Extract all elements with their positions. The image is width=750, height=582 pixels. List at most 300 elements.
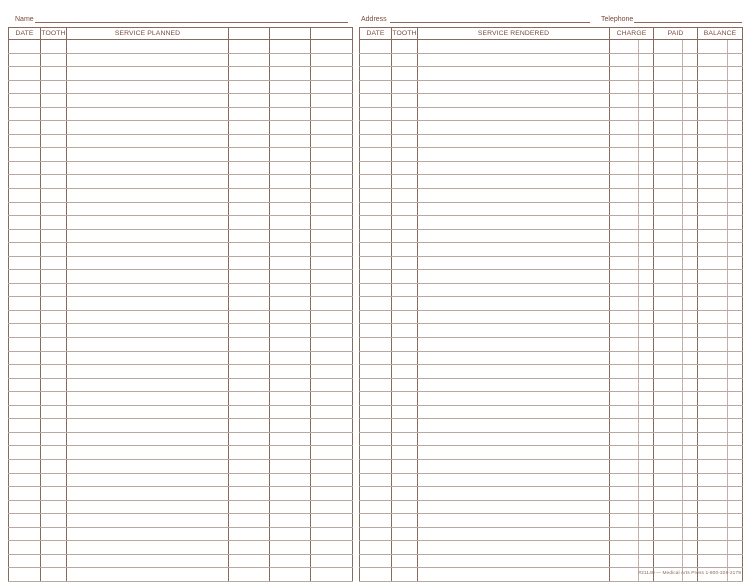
table-cell[interactable] (311, 256, 353, 270)
table-cell[interactable] (639, 216, 654, 230)
table-cell[interactable] (67, 161, 229, 175)
table-cell[interactable] (229, 189, 270, 203)
table-cell[interactable] (9, 216, 41, 230)
table-cell[interactable] (728, 541, 743, 555)
table-cell[interactable] (41, 459, 67, 473)
table-cell[interactable] (610, 487, 639, 501)
table-cell[interactable] (698, 121, 728, 135)
table-cell[interactable] (698, 527, 728, 541)
table-cell[interactable] (311, 53, 353, 67)
table-cell[interactable] (41, 338, 67, 352)
table-cell[interactable] (683, 161, 698, 175)
table-cell[interactable] (418, 351, 610, 365)
table-cell[interactable] (392, 324, 418, 338)
table-cell[interactable] (610, 324, 639, 338)
table-cell[interactable] (728, 527, 743, 541)
table-cell[interactable] (418, 500, 610, 514)
table-cell[interactable] (728, 67, 743, 81)
table-cell[interactable] (67, 53, 229, 67)
table-cell[interactable] (418, 487, 610, 501)
table-cell[interactable] (270, 568, 311, 582)
table-cell[interactable] (67, 568, 229, 582)
table-cell[interactable] (67, 527, 229, 541)
table-cell[interactable] (9, 202, 41, 216)
table-cell[interactable] (229, 216, 270, 230)
table-cell[interactable] (311, 189, 353, 203)
table-cell[interactable] (229, 229, 270, 243)
table-cell[interactable] (229, 378, 270, 392)
table-cell[interactable] (360, 67, 392, 81)
table-cell[interactable] (654, 527, 683, 541)
table-cell[interactable] (698, 243, 728, 257)
table-cell[interactable] (67, 554, 229, 568)
table-cell[interactable] (9, 94, 41, 108)
table-cell[interactable] (683, 405, 698, 419)
table-cell[interactable] (418, 283, 610, 297)
table-cell[interactable] (610, 297, 639, 311)
table-cell[interactable] (270, 80, 311, 94)
table-cell[interactable] (418, 365, 610, 379)
table-cell[interactable] (360, 270, 392, 284)
table-cell[interactable] (311, 175, 353, 189)
table-cell[interactable] (311, 473, 353, 487)
table-cell[interactable] (698, 338, 728, 352)
table-cell[interactable] (392, 189, 418, 203)
table-cell[interactable] (229, 392, 270, 406)
table-cell[interactable] (610, 554, 639, 568)
table-cell[interactable] (698, 473, 728, 487)
table-cell[interactable] (41, 229, 67, 243)
table-cell[interactable] (728, 392, 743, 406)
table-cell[interactable] (654, 148, 683, 162)
table-cell[interactable] (41, 189, 67, 203)
table-cell[interactable] (654, 40, 683, 54)
table-cell[interactable] (683, 310, 698, 324)
table-cell[interactable] (360, 121, 392, 135)
table-cell[interactable] (683, 107, 698, 121)
table-cell[interactable] (67, 283, 229, 297)
table-cell[interactable] (698, 459, 728, 473)
table-cell[interactable] (639, 419, 654, 433)
table-cell[interactable] (654, 189, 683, 203)
table-cell[interactable] (392, 473, 418, 487)
table-cell[interactable] (360, 338, 392, 352)
table-cell[interactable] (41, 216, 67, 230)
table-cell[interactable] (683, 419, 698, 433)
table-cell[interactable] (360, 541, 392, 555)
table-cell[interactable] (698, 324, 728, 338)
table-cell[interactable] (610, 67, 639, 81)
table-cell[interactable] (9, 67, 41, 81)
table-cell[interactable] (654, 405, 683, 419)
table-cell[interactable] (418, 459, 610, 473)
table-cell[interactable] (270, 487, 311, 501)
table-cell[interactable] (698, 297, 728, 311)
table-cell[interactable] (698, 541, 728, 555)
table-cell[interactable] (9, 338, 41, 352)
table-cell[interactable] (392, 270, 418, 284)
table-cell[interactable] (41, 256, 67, 270)
table-cell[interactable] (9, 392, 41, 406)
table-cell[interactable] (683, 243, 698, 257)
table-cell[interactable] (392, 148, 418, 162)
table-cell[interactable] (67, 107, 229, 121)
table-cell[interactable] (654, 338, 683, 352)
table-cell[interactable] (392, 392, 418, 406)
table-cell[interactable] (728, 161, 743, 175)
table-cell[interactable] (311, 121, 353, 135)
table-cell[interactable] (9, 310, 41, 324)
table-cell[interactable] (270, 283, 311, 297)
table-cell[interactable] (418, 446, 610, 460)
table-cell[interactable] (683, 189, 698, 203)
table-cell[interactable] (311, 432, 353, 446)
table-cell[interactable] (392, 432, 418, 446)
table-cell[interactable] (639, 310, 654, 324)
table-cell[interactable] (270, 419, 311, 433)
table-cell[interactable] (9, 568, 41, 582)
table-cell[interactable] (728, 446, 743, 460)
table-cell[interactable] (418, 229, 610, 243)
table-cell[interactable] (683, 500, 698, 514)
table-cell[interactable] (67, 310, 229, 324)
table-cell[interactable] (270, 40, 311, 54)
table-cell[interactable] (229, 40, 270, 54)
table-cell[interactable] (9, 270, 41, 284)
table-cell[interactable] (67, 365, 229, 379)
table-cell[interactable] (610, 189, 639, 203)
table-cell[interactable] (418, 134, 610, 148)
table-cell[interactable] (229, 310, 270, 324)
table-cell[interactable] (270, 365, 311, 379)
table-cell[interactable] (639, 514, 654, 528)
table-cell[interactable] (270, 554, 311, 568)
table-cell[interactable] (311, 365, 353, 379)
table-cell[interactable] (311, 40, 353, 54)
table-cell[interactable] (229, 161, 270, 175)
table-cell[interactable] (639, 392, 654, 406)
table-cell[interactable] (270, 500, 311, 514)
table-cell[interactable] (9, 473, 41, 487)
table-cell[interactable] (654, 202, 683, 216)
table-cell[interactable] (639, 80, 654, 94)
table-cell[interactable] (229, 121, 270, 135)
table-cell[interactable] (41, 554, 67, 568)
table-cell[interactable] (610, 514, 639, 528)
table-cell[interactable] (311, 243, 353, 257)
table-cell[interactable] (41, 175, 67, 189)
table-cell[interactable] (270, 161, 311, 175)
table-cell[interactable] (639, 283, 654, 297)
table-cell[interactable] (728, 121, 743, 135)
table-cell[interactable] (728, 283, 743, 297)
table-cell[interactable] (360, 94, 392, 108)
table-cell[interactable] (392, 487, 418, 501)
table-cell[interactable] (41, 202, 67, 216)
table-cell[interactable] (360, 148, 392, 162)
table-cell[interactable] (610, 310, 639, 324)
table-cell[interactable] (418, 541, 610, 555)
table-cell[interactable] (229, 500, 270, 514)
table-cell[interactable] (610, 283, 639, 297)
table-cell[interactable] (311, 514, 353, 528)
table-cell[interactable] (67, 270, 229, 284)
table-cell[interactable] (639, 107, 654, 121)
table-cell[interactable] (311, 419, 353, 433)
table-cell[interactable] (418, 202, 610, 216)
table-cell[interactable] (683, 283, 698, 297)
table-cell[interactable] (270, 107, 311, 121)
table-cell[interactable] (698, 365, 728, 379)
table-cell[interactable] (392, 527, 418, 541)
table-cell[interactable] (654, 243, 683, 257)
table-cell[interactable] (270, 121, 311, 135)
table-cell[interactable] (728, 256, 743, 270)
table-cell[interactable] (683, 216, 698, 230)
table-cell[interactable] (360, 365, 392, 379)
table-cell[interactable] (67, 432, 229, 446)
table-cell[interactable] (698, 134, 728, 148)
table-cell[interactable] (728, 243, 743, 257)
table-cell[interactable] (683, 94, 698, 108)
table-cell[interactable] (610, 473, 639, 487)
table-cell[interactable] (360, 419, 392, 433)
table-cell[interactable] (229, 554, 270, 568)
table-cell[interactable] (639, 270, 654, 284)
table-cell[interactable] (360, 243, 392, 257)
table-cell[interactable] (9, 351, 41, 365)
table-cell[interactable] (698, 189, 728, 203)
table-cell[interactable] (41, 527, 67, 541)
table-cell[interactable] (360, 310, 392, 324)
table-cell[interactable] (41, 80, 67, 94)
table-cell[interactable] (728, 53, 743, 67)
table-cell[interactable] (728, 134, 743, 148)
table-cell[interactable] (698, 514, 728, 528)
table-cell[interactable] (41, 446, 67, 460)
table-cell[interactable] (41, 514, 67, 528)
table-cell[interactable] (311, 500, 353, 514)
table-cell[interactable] (610, 527, 639, 541)
table-cell[interactable] (392, 216, 418, 230)
table-cell[interactable] (392, 134, 418, 148)
table-cell[interactable] (41, 419, 67, 433)
table-cell[interactable] (360, 487, 392, 501)
table-cell[interactable] (654, 541, 683, 555)
table-cell[interactable] (728, 514, 743, 528)
table-cell[interactable] (67, 297, 229, 311)
table-cell[interactable] (610, 405, 639, 419)
table-cell[interactable] (392, 256, 418, 270)
table-cell[interactable] (360, 568, 392, 582)
table-cell[interactable] (418, 554, 610, 568)
table-cell[interactable] (229, 94, 270, 108)
table-cell[interactable] (270, 392, 311, 406)
table-cell[interactable] (392, 365, 418, 379)
table-cell[interactable] (418, 107, 610, 121)
table-cell[interactable] (728, 40, 743, 54)
table-cell[interactable] (229, 53, 270, 67)
table-cell[interactable] (639, 405, 654, 419)
table-cell[interactable] (41, 243, 67, 257)
table-cell[interactable] (67, 80, 229, 94)
table-cell[interactable] (654, 80, 683, 94)
table-cell[interactable] (683, 175, 698, 189)
table-cell[interactable] (229, 297, 270, 311)
table-cell[interactable] (683, 121, 698, 135)
table-cell[interactable] (392, 459, 418, 473)
table-cell[interactable] (311, 107, 353, 121)
table-cell[interactable] (698, 202, 728, 216)
table-cell[interactable] (639, 189, 654, 203)
table-cell[interactable] (683, 202, 698, 216)
table-cell[interactable] (9, 229, 41, 243)
table-cell[interactable] (360, 229, 392, 243)
table-cell[interactable] (698, 283, 728, 297)
table-cell[interactable] (683, 80, 698, 94)
table-cell[interactable] (67, 446, 229, 460)
table-cell[interactable] (698, 405, 728, 419)
table-cell[interactable] (9, 554, 41, 568)
table-cell[interactable] (418, 270, 610, 284)
table-cell[interactable] (311, 541, 353, 555)
table-cell[interactable] (270, 256, 311, 270)
table-cell[interactable] (683, 134, 698, 148)
table-cell[interactable] (610, 419, 639, 433)
table-cell[interactable] (229, 365, 270, 379)
table-cell[interactable] (360, 527, 392, 541)
table-cell[interactable] (229, 243, 270, 257)
table-cell[interactable] (610, 541, 639, 555)
table-cell[interactable] (698, 161, 728, 175)
table-cell[interactable] (418, 419, 610, 433)
table-cell[interactable] (392, 338, 418, 352)
table-cell[interactable] (610, 256, 639, 270)
table-cell[interactable] (698, 270, 728, 284)
telephone-field-line[interactable] (634, 22, 742, 23)
table-cell[interactable] (418, 297, 610, 311)
table-cell[interactable] (270, 338, 311, 352)
table-cell[interactable] (392, 53, 418, 67)
table-cell[interactable] (683, 392, 698, 406)
table-cell[interactable] (229, 202, 270, 216)
table-cell[interactable] (654, 175, 683, 189)
table-cell[interactable] (639, 351, 654, 365)
table-cell[interactable] (270, 229, 311, 243)
table-cell[interactable] (728, 189, 743, 203)
table-cell[interactable] (654, 270, 683, 284)
table-cell[interactable] (639, 338, 654, 352)
table-cell[interactable] (9, 405, 41, 419)
table-cell[interactable] (67, 67, 229, 81)
table-cell[interactable] (270, 432, 311, 446)
table-cell[interactable] (360, 432, 392, 446)
table-cell[interactable] (67, 487, 229, 501)
table-cell[interactable] (67, 243, 229, 257)
table-cell[interactable] (67, 514, 229, 528)
table-cell[interactable] (418, 256, 610, 270)
table-cell[interactable] (683, 541, 698, 555)
table-cell[interactable] (270, 243, 311, 257)
table-cell[interactable] (418, 514, 610, 528)
table-cell[interactable] (9, 459, 41, 473)
table-cell[interactable] (728, 148, 743, 162)
table-cell[interactable] (610, 432, 639, 446)
table-cell[interactable] (639, 202, 654, 216)
table-cell[interactable] (9, 297, 41, 311)
table-cell[interactable] (728, 500, 743, 514)
table-cell[interactable] (654, 392, 683, 406)
table-cell[interactable] (639, 459, 654, 473)
table-cell[interactable] (639, 527, 654, 541)
table-cell[interactable] (654, 419, 683, 433)
table-cell[interactable] (418, 392, 610, 406)
table-cell[interactable] (229, 459, 270, 473)
table-cell[interactable] (360, 378, 392, 392)
table-cell[interactable] (728, 487, 743, 501)
table-cell[interactable] (41, 270, 67, 284)
table-cell[interactable] (683, 473, 698, 487)
table-cell[interactable] (698, 107, 728, 121)
table-cell[interactable] (654, 514, 683, 528)
table-cell[interactable] (392, 202, 418, 216)
table-cell[interactable] (270, 378, 311, 392)
table-cell[interactable] (698, 256, 728, 270)
table-cell[interactable] (311, 229, 353, 243)
table-cell[interactable] (9, 419, 41, 433)
table-cell[interactable] (418, 527, 610, 541)
table-cell[interactable] (698, 53, 728, 67)
table-cell[interactable] (229, 175, 270, 189)
table-cell[interactable] (270, 202, 311, 216)
table-cell[interactable] (728, 94, 743, 108)
table-cell[interactable] (67, 134, 229, 148)
table-cell[interactable] (418, 568, 610, 582)
table-cell[interactable] (392, 283, 418, 297)
table-cell[interactable] (698, 392, 728, 406)
table-cell[interactable] (41, 432, 67, 446)
table-cell[interactable] (311, 283, 353, 297)
table-cell[interactable] (392, 554, 418, 568)
table-cell[interactable] (654, 459, 683, 473)
table-cell[interactable] (610, 568, 639, 582)
table-cell[interactable] (41, 541, 67, 555)
table-cell[interactable] (67, 202, 229, 216)
table-cell[interactable] (639, 94, 654, 108)
table-cell[interactable] (270, 324, 311, 338)
table-cell[interactable] (418, 324, 610, 338)
table-cell[interactable] (270, 473, 311, 487)
table-cell[interactable] (639, 256, 654, 270)
table-cell[interactable] (683, 554, 698, 568)
table-cell[interactable] (392, 107, 418, 121)
table-cell[interactable] (728, 459, 743, 473)
table-cell[interactable] (392, 310, 418, 324)
table-cell[interactable] (41, 53, 67, 67)
table-cell[interactable] (683, 40, 698, 54)
table-cell[interactable] (270, 134, 311, 148)
table-cell[interactable] (229, 419, 270, 433)
table-cell[interactable] (392, 500, 418, 514)
table-cell[interactable] (360, 40, 392, 54)
table-cell[interactable] (9, 378, 41, 392)
table-cell[interactable] (392, 67, 418, 81)
table-cell[interactable] (654, 216, 683, 230)
table-cell[interactable] (9, 283, 41, 297)
table-cell[interactable] (9, 175, 41, 189)
table-cell[interactable] (418, 40, 610, 54)
table-cell[interactable] (67, 473, 229, 487)
